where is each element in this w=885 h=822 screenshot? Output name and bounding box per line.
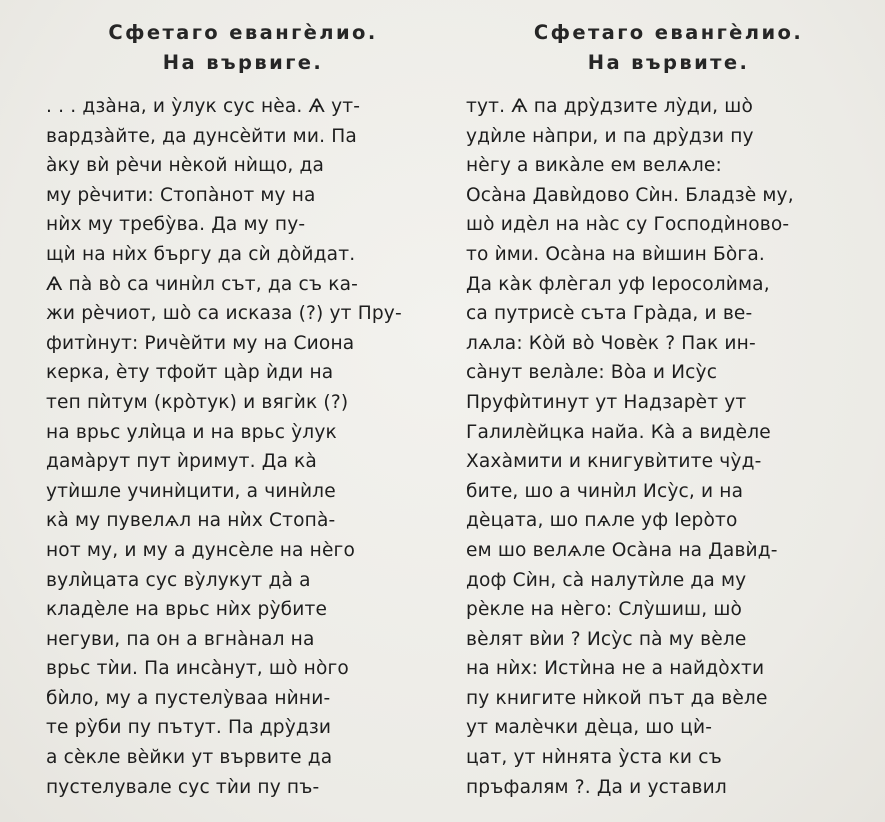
right-column — [466, 18, 871, 802]
text-line: доф Сѝн, сà налутѝле да му — [466, 569, 747, 591]
text-line: му рѐчити: Стопàнот му на — [46, 184, 316, 206]
right-header-title: Сфетаго евангѐлио. — [533, 21, 804, 44]
text-line: Хахàмити и книгувѝтите чỳд- — [466, 451, 762, 473]
text-line: фитѝнут: Ричѐйти му на Сиона — [46, 332, 355, 354]
text-line: керка, ѐту тфойт цàр ѝди на — [46, 362, 334, 384]
text-line: Осàна Давѝдово Сѝн. Бладзѐ му, — [466, 184, 794, 206]
left-column — [46, 18, 446, 802]
text-line: а сѐкле вѐйки ут вървите да — [46, 747, 333, 769]
text-line: кладѐле на врьс нѝх рỳбите — [46, 599, 328, 621]
text-line: цат, ут нѝнята ỳста ки съ — [466, 747, 722, 769]
text-line: нот му, и му а дунсѐле на нѐго — [46, 539, 355, 561]
text-line: тут. Ѧ па дрỳдзите лỳди, шò — [466, 96, 753, 117]
text-line: врьс тѝи. Па инсàнут, шò нòго — [46, 658, 349, 680]
text-line: кà му пувелѧл на нѝх Стопà- — [46, 510, 336, 532]
text-line: утѝшле учинѝцити, а чинѝле — [46, 480, 336, 502]
text-line: теп пѝтум (крòтук) и вягѝк (?) — [46, 391, 349, 413]
text-line: негуви, па он а вгнàнал на — [46, 628, 315, 650]
left-body-text — [46, 92, 446, 802]
text-line: . . . дзàна, и ỳлук сус нѐа. Ѧ ут- — [46, 96, 361, 117]
text-line: ут малѐчки дѐца, шо цѝ- — [466, 717, 713, 739]
text-line: рѐкле на нѐго: Слỳшиш, шò — [466, 599, 743, 621]
text-line: Пруфѝтинут ут Надзарѐт ут — [466, 391, 747, 413]
text-line: вардзàйте, да дунсѐйти ми. Па — [46, 125, 357, 147]
text-line: шò идѐл на нàс су Господѝново- — [466, 214, 790, 236]
text-line: на врьс улѝца и на врьс ỳлук — [46, 421, 337, 443]
text-line: щѝ на нѝх бъргу да сѝ дòйдат. — [46, 243, 356, 265]
text-line: ем шо велѧле Осàна на Давѝд- — [466, 539, 778, 561]
text-line: пръфалям ?. Да и уставил — [466, 776, 727, 798]
text-line: нѝх му требỳва. Да му пу- — [46, 214, 306, 236]
left-header-subtitle: На вървиге. — [162, 51, 324, 74]
text-line: нѐгу а викàле ем велѧле: — [466, 155, 722, 177]
text-line: бите, шо а чинѝл Исỳс, и на — [466, 480, 744, 502]
text-line: Галилѐйцка найа. Кà а видѐле — [466, 421, 771, 443]
text-line: сàнут велàле: Вòа и Исỳс — [466, 362, 718, 384]
text-line: са путрисѐ съта Грàда, и ве- — [466, 303, 753, 325]
text-line: пустелувале сус тѝи пу пъ- — [46, 776, 320, 798]
text-line: вѐлят вѝи ? Исỳс пà му вѐле — [466, 628, 747, 650]
text-line: Ѧ пà вò са чинѝл сът, да съ ка- — [46, 273, 359, 295]
text-line: àку вѝ рѐчи нѐкой нѝщо, да — [46, 155, 325, 177]
text-line: дамàрут пут ѝримут. Да кà — [46, 451, 317, 473]
text-line: вулѝцата сус вỳлукут дà а — [46, 569, 311, 591]
text-line: дѐцата, шо пѧле уф Іерòто — [466, 510, 738, 532]
text-line: удѝле нàпри, и па дрỳдзи пу — [466, 125, 754, 147]
left-header-title: Сфетаго евангѐлио. — [108, 21, 378, 44]
text-line: то ѝми. Осàна на вѝшин Бòга. — [466, 243, 765, 265]
text-line: на нѝх: Истѝна не а найдòхти — [466, 658, 765, 680]
text-line: пу книгите нѝкой път да вѐле — [466, 687, 768, 709]
right-body-text — [466, 92, 871, 802]
text-line: Да кàк флѐгал уф Іеросолѝма, — [466, 273, 770, 295]
text-line: жи рѐчиот, шò са исказа (?) ут Пру- — [46, 303, 402, 325]
text-line: бѝло, му а пустелỳваа нѝни- — [46, 687, 331, 709]
text-line: лѧла: Кòй вò Човѐк ? Пак ин- — [466, 332, 756, 354]
right-header-subtitle: На вървите. — [587, 51, 750, 74]
text-line: те рỳби пу пътут. Па дрỳдзи — [46, 717, 332, 739]
